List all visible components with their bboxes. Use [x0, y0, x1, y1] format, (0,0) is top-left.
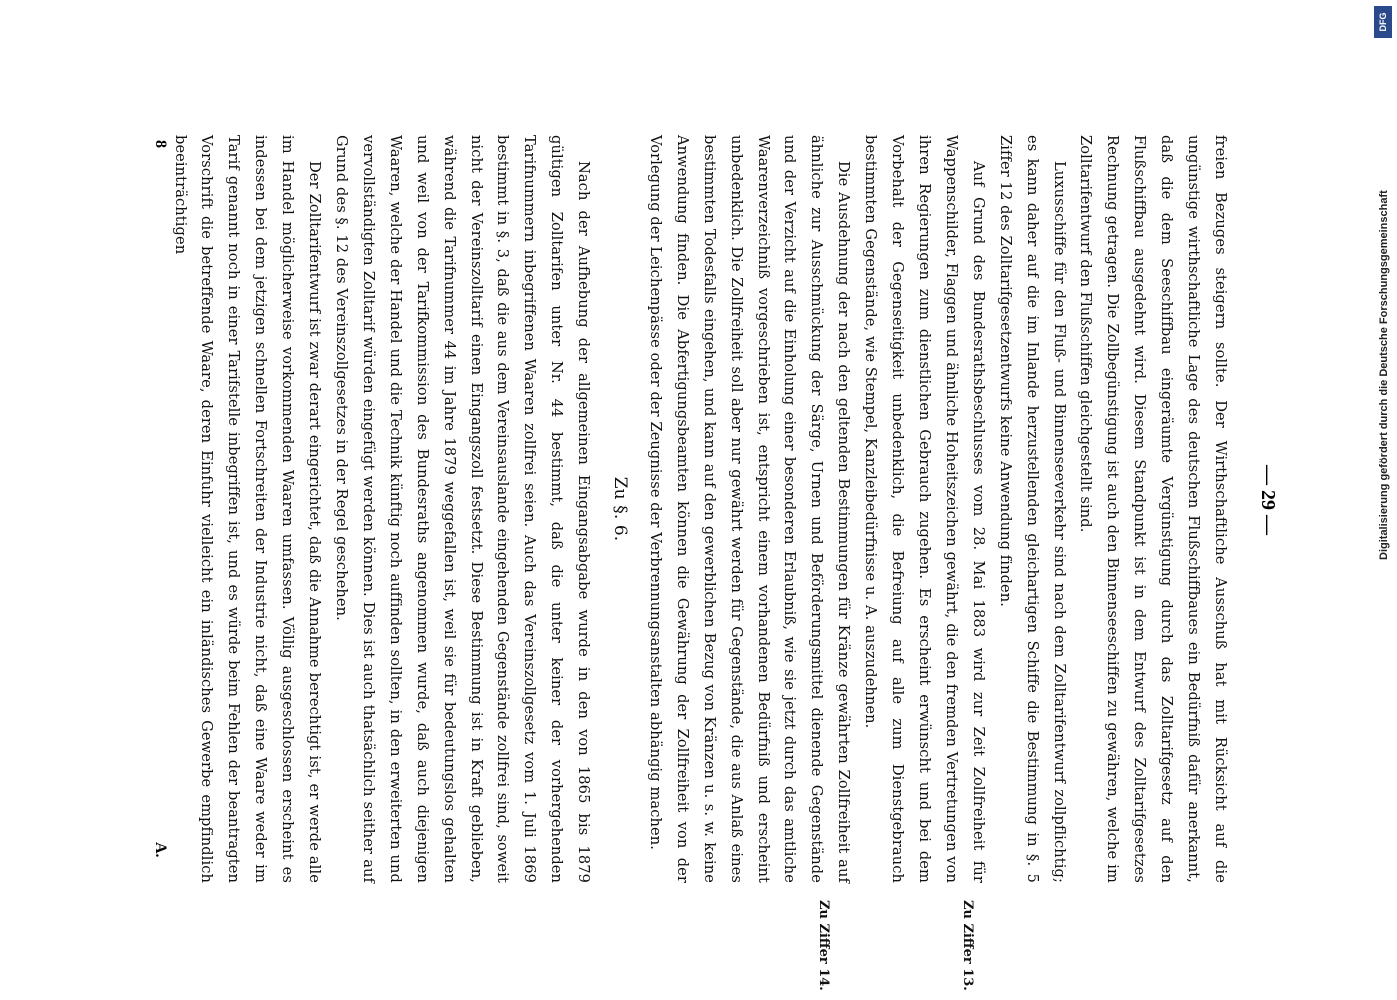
- paragraph: Die Ausdehnung der nach den geltenden Bestimmungen für Kränze gewährten Zollfreiheit auf ähnliche zur Ausschmückung der Särge, Urnen und Beförderungsmittel dienende Gegenstände und der Verzicht auf die Einholung einer besonderen Erlaubniß, wie sie jetzt durch das amtliche Waarenverzeichniß vorgeschrieben ist, entspricht einem vorhandenen Bedürfniß und erscheint unbedenklich. Die Zollfreiheit soll aber nur gewährt werden für Gegenstände, die aus Anlaß eines bestimmten Todesfalls eingehen, und kann auf den gewerblichen Bezug von Kränzen u. s. w. keine Anwendung finden. Die Abfertigungsbeamten können die Gewährung der Zollfreiheit von der Vorlegung der Leichenpässe oder der Zeugnisse der Verbrennungsanstalten abhängig machen.: [646, 135, 853, 883]
- paragraph: Luxusschiffe für den Fluß- und Binnenseeverkehr sind nach dem Zolltarifentwurf zollpflichtig; es kann daher auf die im Inlande herzustellenden gleichartigen Schiffe die Bestimmung in §. 5 Ziffer 12 des Zolltarifgesetzentwurfs keine Anwendung finden.: [996, 135, 1068, 883]
- paragraph: Nach der Aufhebung der allgemeinen Eingangsabgabe wurde in den von 1865 bis 1879 gültigen Zolltarifen unter Nr. 44 bestimmt, daß die unter keiner der vorhergehenden Tarifnummern inbegriffenen Waaren zollfrei seien. Auch das Vereinszollgesetz vom 1. Juli 1869 bestimmt in §. 3, daß die aus dem Vereinsauslande eingehenden Gegenstände zollfrei sind, soweit nicht der Vereinszolltarif einen Eingangszoll festsetzt. Diese Bestimmung ist in Kraft geblieben, während die Tarifnummer 44 im Jahre 1879 weggefallen ist, weil sie für bedeutungslos gehalten und weil von der Tarifkommission des Bundesraths angenommen wurde, daß auch diejenigen Waaren, welche der Handel und die Technik künftig noch auffinden sollten, in den erweiterten und vervollständigten Zolltarif würden eingefügt werden können. Dies ist auch thatsächlich seither auf Grund des §. 12 des Vereinszollgesetzes in der Regel geschehen.: [333, 135, 593, 883]
- credit-text: Digitalisierung gefördert durch die Deutsche Forschungsgemeinschaft: [1378, 190, 1390, 560]
- paragraph: Auf Grund des Bundesrathsbeschlusses vom 28. Mai 1883 wird zur Zeit Zollfreiheit für Wappenschilder, Flaggen und ähnliche Hoheitszeichen gewährt, die den fremden Vertretungen von ihren Regierungen zum dienstlichen Gebrauch zugehen. Es erscheint erwünscht und bei dem Vorbehalt der Gegenseitigkeit unbedenklich, die Befreiung auf alle zum Dienstgebrauch bestimmten Gegenstände, wie Stempel, Kanzleibedürfnisse u. A. auszudehnen.: [862, 135, 987, 883]
- footer-signature-8: 8: [152, 140, 169, 148]
- footer-signature-a: A.: [152, 842, 169, 858]
- margin-note-ziffer-13: Zu Ziffer 13.: [960, 900, 975, 991]
- paragraph: freien Bezuges steigern sollte. Der Wirthschaftliche Ausschuß hat mit Rücksicht auf die ungünstige wirthschaftliche Lage des deutschen Flußschiffbaues ein Bedürfniß dafür anerkannt, daß die dem Seeschiffbau eingeräumte Vergünstigung durch das Zolltarifgesetz auf den Flußschiffbau ausgedehnt wird. Diesem Standpunkt ist in dem Entwurf des Zolltarifgesetzes Rechnung getragen. Die Zollbegünstigung ist auch den Binnenseeschiffen zu gewähren, welche im Zolltarifentwurf den Flußschiffen gleichgestellt sind.: [1077, 135, 1229, 883]
- margin-note-ziffer-14: Zu Ziffer 14.: [816, 900, 831, 991]
- dfg-logo: DFG: [1374, 6, 1392, 38]
- text-column: [166, 135, 1233, 883]
- digitization-credit: [1371, 0, 1397, 1000]
- section-heading: Zu §. 6.: [610, 476, 631, 542]
- page-number: — 29 —: [1257, 465, 1279, 535]
- paragraph: Der Zolltarifentwurf ist zwar derart eingerichtet, daß die Annahme berechtigt ist, er werde alle im Handel möglicherweise vorkommenden Waaren umfassen. Völlig ausgeschlossen erscheint es indessen bei dem jetzigen schnellen Fortschreiten der Industrie nicht, daß eine Waare weder im Tarif genannt noch in einer Tarifstelle inbegriffen ist, und es würde beim Fehlen der beantragten Vorschrift die betreffende Waare, deren Einfuhr vielleicht ein inländisches Gewerbe empfindlich beeinträchtigen: [171, 135, 324, 883]
